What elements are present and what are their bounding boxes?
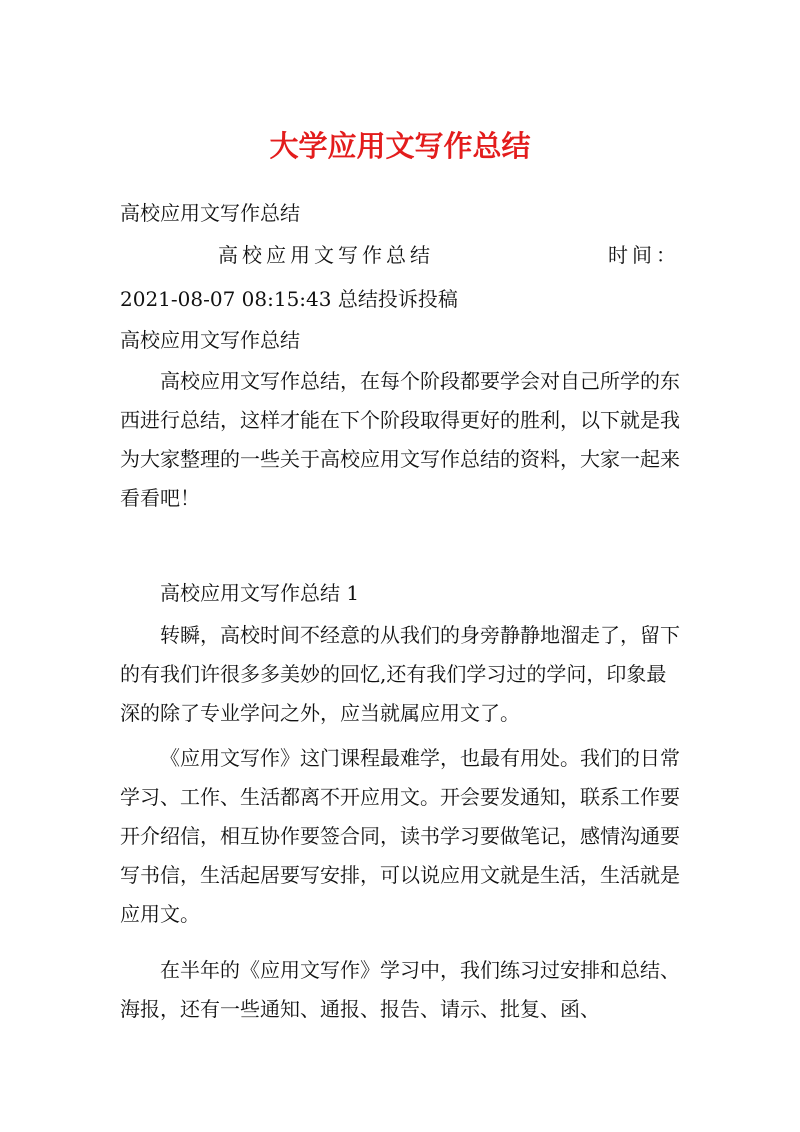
body-paragraph: 转瞬，高校时间不经意的从我们的身旁静静地溜走了，留下的有我们许很多多美妙的回忆,还有我们学习过的学问，印象最深的除了专业学问之外，应当就属应用文了。: [120, 623, 680, 725]
document-title: 大学应用文写作总结: [269, 129, 531, 163]
meta-title: 高校应用文写作总结: [218, 243, 434, 267]
body-paragraph: 在半年的《应用文写作》学习中，我们练习过安排和总结、海报，还有一些通知、通报、报告、请示、批复、函、: [120, 958, 680, 1021]
document-subtitle: 高校应用文写作总结: [120, 201, 300, 225]
meta-row: [120, 240, 680, 270]
section-heading: 高校应用文写作总结 1: [160, 581, 360, 605]
body-paragraph: 《应用文写作》这门课程最难学，也最有用处。我们的日常学习、工作、生活都离不开应用文。开会要发通知，联系工作要开介绍信，相互协作要签合同，读书学习要做笔记，感情沟通要写书信，生活起居要写安排，可以说应用文就是生活，生活就是应用文。: [120, 746, 680, 926]
intro-paragraph: 高校应用文写作总结，在每个阶段都要学会对自己所学的东西进行总结，这样才能在下个阶段取得更好的胜利，以下就是我为大家整理的一些关于高校应用文写作总结的资料，大家一起来看看吧！: [120, 369, 680, 510]
meta-info: 2021-08-07 08:15:43 总结投诉投稿: [120, 287, 458, 311]
heading-repeat: 高校应用文写作总结: [120, 328, 300, 352]
meta-time-label: 时间：: [608, 243, 680, 267]
